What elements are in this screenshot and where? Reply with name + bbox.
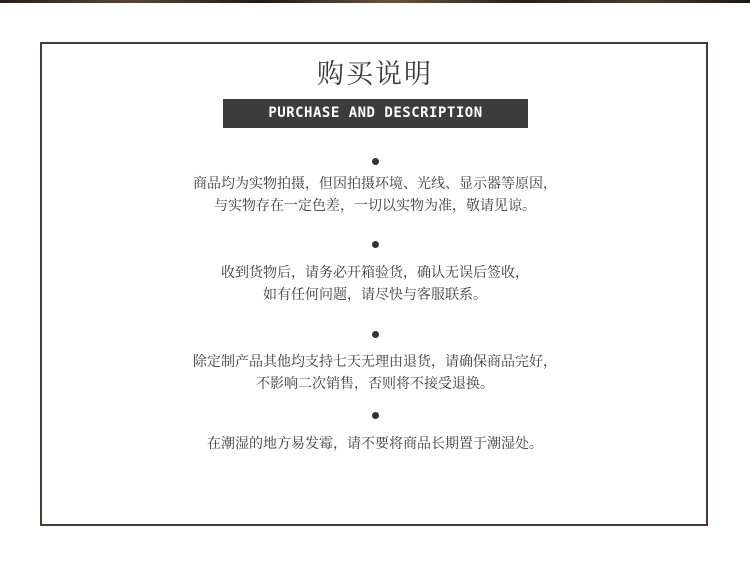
subtitle-banner: PURCHASE AND DESCRIPTION	[223, 99, 528, 128]
item-line: 商品均为实物拍摄，但因拍摄环境、光线、显示器等原因，	[193, 176, 557, 192]
item-line: 与实物存在一定色差，一切以实物为准，敬请见谅。	[214, 198, 536, 214]
item-line: 如有任何问题，请尽快与客服联系。	[263, 287, 487, 303]
bullet-dot-icon	[372, 331, 379, 338]
description-item-3	[0, 331, 750, 395]
item-line: 在潮湿的地方易发霉，请不要将商品长期置于潮湿处。	[207, 436, 543, 452]
bullet-dot-icon	[372, 241, 379, 248]
item-line: 除定制产品其他均支持七天无理由退货，请确保商品完好，	[193, 354, 557, 370]
item-line: 收到货物后，请务必开箱验货，确认无误后签收，	[221, 265, 529, 281]
description-item-2	[0, 241, 750, 306]
bullet-dot-icon	[372, 412, 379, 419]
page-title: 购买说明	[317, 59, 433, 90]
item-line: 不影响二次销售，否则将不接受退换。	[256, 376, 494, 392]
top-decorative-strip	[0, 0, 750, 3]
description-item-4	[0, 412, 750, 455]
description-item-1	[0, 158, 750, 217]
bullet-dot-icon	[372, 158, 379, 165]
